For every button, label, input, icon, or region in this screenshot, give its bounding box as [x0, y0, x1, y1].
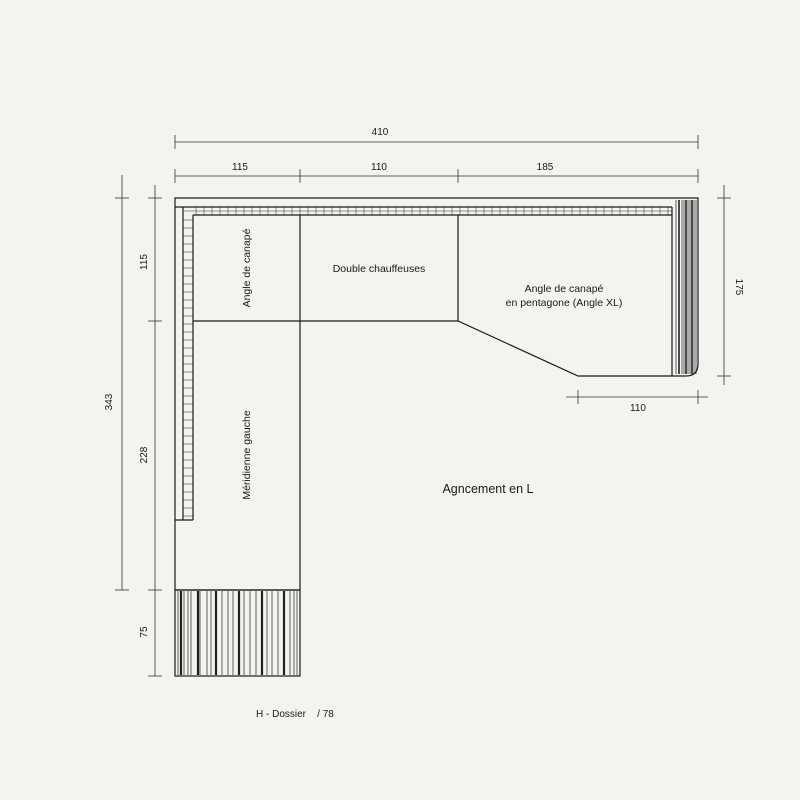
dim-label-height-mid: 228 — [139, 446, 150, 464]
layout-title: Agncement en L — [442, 482, 534, 496]
dim-label-total-height: 343 — [104, 393, 115, 411]
dimension-total-width — [175, 127, 698, 149]
module-label-angle-xl-line1: Angle de canapé — [524, 283, 604, 295]
module-label-angle-xl-line2: en pentagone (Angle XL) — [505, 297, 623, 309]
dimension-right-bottom — [566, 390, 708, 414]
dimension-right-depth — [717, 185, 744, 385]
bottom-end-stripes — [178, 591, 297, 675]
dim-label-height-bottom: 75 — [139, 626, 150, 638]
module-label-angle: Angle de canapé — [241, 228, 253, 308]
dim-label-seg-mid: 110 — [371, 162, 387, 173]
dimension-segments — [175, 162, 698, 183]
dim-label-height-top: 115 — [139, 254, 150, 270]
backrest-left-hatching — [183, 220, 193, 516]
dim-label-right-bottom: 110 — [630, 403, 646, 414]
right-arm-stripes — [676, 200, 696, 374]
dim-label-seg-left: 115 — [232, 162, 248, 173]
module-label-meridienne: Méridienne gauche — [241, 410, 253, 500]
dimension-total-height — [104, 175, 129, 590]
sofa-outline — [175, 198, 698, 676]
dim-label-right-depth: 175 — [733, 278, 744, 296]
footer-section: H - Dossier — [256, 709, 307, 720]
dim-label-total-width: 410 — [371, 127, 389, 138]
footer-page-number: / 78 — [317, 709, 334, 720]
page-footer — [256, 709, 334, 720]
dimension-heights — [139, 185, 162, 676]
dim-label-seg-right: 185 — [536, 162, 554, 173]
module-label-double-chauffeuses: Double chauffeuses — [332, 263, 426, 275]
